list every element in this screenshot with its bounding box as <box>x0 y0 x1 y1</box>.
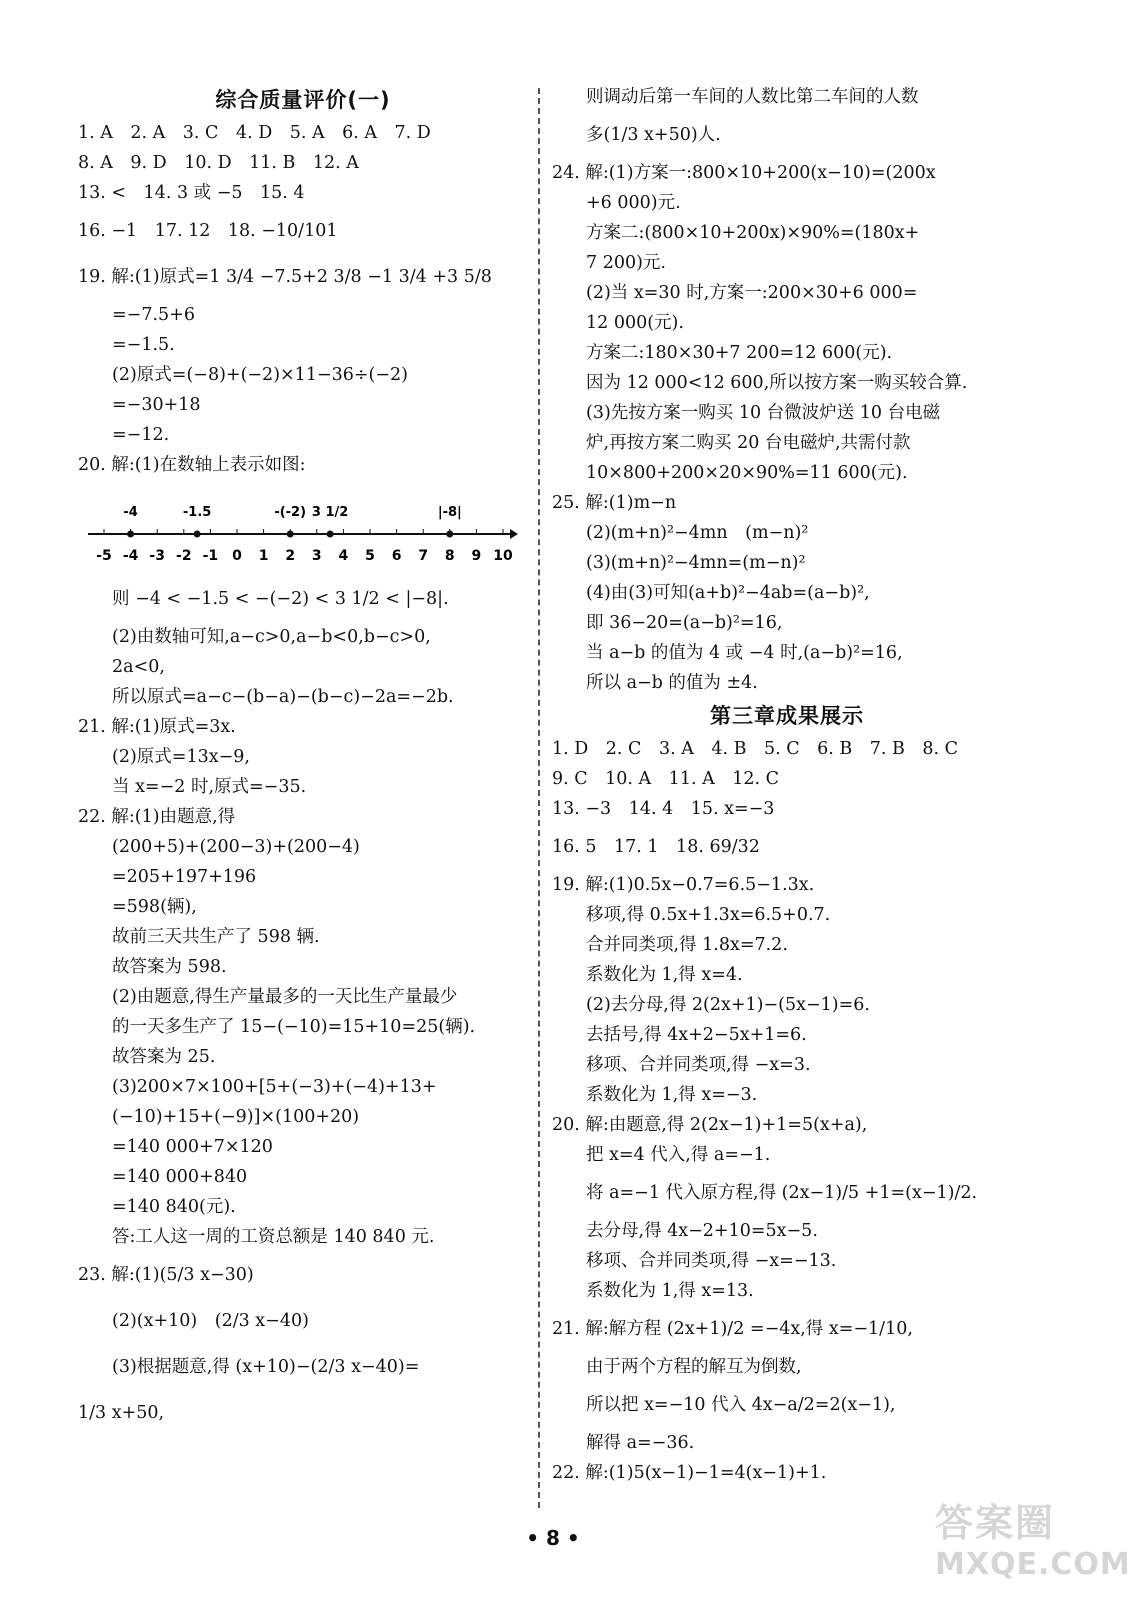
tick-label: 8 <box>444 548 455 564</box>
answer-line: 系数化为 1,得 x=−3. <box>586 1085 758 1105</box>
answer-line: =140 000+7×120 <box>112 1137 273 1157</box>
answer-line: (2)(x+10) (2/3 x−40) <box>112 1311 309 1331</box>
point-label: -1.5 <box>182 505 212 520</box>
section-title-chapter-3: 第三章成果展示 <box>710 704 864 728</box>
tick-label: 3 <box>311 548 322 564</box>
answer-line: =−1.5. <box>112 335 175 355</box>
answer-line: 16. −1 17. 12 18. −10/101 <box>78 221 338 241</box>
number-line-point <box>327 531 334 538</box>
point-label: |-8| <box>437 505 462 520</box>
answer-line: 方案二:(800×10+200x)×90%=(180x+ <box>586 223 920 243</box>
answer-line: 8. A 9. D 10. D 11. B 12. A <box>78 153 359 173</box>
answer-line: (2)(m+n)²−4mn (m−n)² <box>586 523 809 543</box>
number-line-point <box>127 531 134 538</box>
answer-line: (4)由(3)可知(a+b)²−4ab=(a−b)², <box>586 583 870 603</box>
watermark-top: 答案圈 <box>935 1501 1056 1545</box>
answer-line: 9. C 10. A 11. A 12. C <box>552 769 779 789</box>
answer-line: 1. A 2. A 3. C 4. D 5. A 6. A 7. D <box>78 123 431 143</box>
answer-line: (2)当 x=30 时,方案一:200×30+6 000= <box>586 283 918 303</box>
answer-line: 12 000(元). <box>586 313 684 333</box>
answer-line: =140 000+840 <box>112 1167 248 1187</box>
answer-line: 移项、合并同类项,得 −x=−13. <box>586 1251 837 1271</box>
answer-line: 合并同类项,得 1.8x=7.2. <box>586 935 788 955</box>
answer-line: 2a<0, <box>112 657 165 677</box>
tick-label: 0 <box>232 548 242 564</box>
answer-line: 移项、合并同类项,得 −x=3. <box>586 1055 811 1075</box>
answer-line: =−7.5+6 <box>112 305 195 325</box>
answer-line: 当 a−b 的值为 4 或 −4 时,(a−b)²=16, <box>586 643 903 663</box>
tick-label: 6 <box>391 548 402 564</box>
point-label: -4 <box>123 505 138 520</box>
answer-line: (2)原式=(−8)+(−2)×11−36÷(−2) <box>112 365 408 385</box>
answer-line: 所以 a−b 的值为 ±4. <box>586 673 758 693</box>
answer-line: 23. 解:(1)(5/3 x−30) <box>78 1265 254 1285</box>
tick-label: 9 <box>471 548 482 564</box>
page-number: • 8 • <box>526 1526 580 1550</box>
answer-line: 移项,得 0.5x+1.3x=6.5+0.7. <box>586 905 831 925</box>
answer-line: (2)由数轴可知,a−c>0,a−b<0,b−c>0, <box>112 627 431 647</box>
section-title-eval-1: 综合质量评价(一) <box>215 88 391 112</box>
left-lines-1 <box>78 118 528 480</box>
point-label: -(-2) <box>274 505 307 520</box>
answer-line: 则调动后第一车间的人数比第二车间的人数 <box>586 87 919 107</box>
answer-line: 20. 解:(1)在数轴上表示如图: <box>78 455 306 475</box>
axis-arrow <box>510 529 518 539</box>
answer-line: 13. −3 14. 4 15. x=−3 <box>552 799 775 819</box>
answer-line: 所以把 x=−10 代入 4x−a/2=2(x−1), <box>586 1395 896 1415</box>
answer-line: 去括号,得 4x+2−5x+1=6. <box>586 1025 807 1045</box>
right-lines-2 <box>552 734 1022 1488</box>
tick-label: 5 <box>365 548 375 564</box>
answer-line: 解得 a=−36. <box>586 1433 695 1453</box>
tick-label: 4 <box>338 548 349 564</box>
answer-line: =−30+18 <box>112 395 201 415</box>
answer-line: (3)(m+n)²−4mn=(m−n)² <box>586 553 806 573</box>
tick-label: 10 <box>493 548 513 564</box>
answer-line: 将 a=−1 代入原方程,得 (2x−1)/5 +1=(x−1)/2. <box>586 1183 978 1203</box>
answer-line: 25. 解:(1)m−n <box>552 493 677 513</box>
answer-line: 故答案为 598. <box>112 957 227 977</box>
answer-line: =140 840(元). <box>112 1197 236 1217</box>
answer-line: 故前三天共生产了 598 辆. <box>112 927 320 947</box>
answer-line: 10×800+200×20×90%=11 600(元). <box>586 463 908 483</box>
answer-line: 1. D 2. C 3. A 4. B 5. C 6. B 7. B 8. C <box>552 739 958 759</box>
answer-line: 系数化为 1,得 x=13. <box>586 1281 754 1301</box>
tick-label: 7 <box>418 548 429 564</box>
answer-line: 22. 解:(1)5(x−1)−1=4(x−1)+1. <box>552 1463 827 1483</box>
number-line-point <box>446 531 453 538</box>
answer-line: 则 −4 < −1.5 < −(−2) < 3 1/2 < |−8|. <box>112 589 449 609</box>
column-divider <box>538 88 540 1508</box>
answer-line: (2)原式=13x−9, <box>112 747 250 767</box>
right-column <box>552 82 1022 1488</box>
answer-line: 方案二:180×30+7 200=12 600(元). <box>586 343 893 363</box>
answer-line: 系数化为 1,得 x=4. <box>586 965 743 985</box>
answer-line: 1/3 x+50, <box>78 1403 165 1423</box>
answer-line: 把 x=4 代入,得 a=−1. <box>586 1145 771 1165</box>
tick-label: -3 <box>149 548 165 564</box>
answer-line: =598(辆), <box>112 897 197 917</box>
tick-label: -2 <box>176 548 192 564</box>
answer-line: 因为 12 000<12 600,所以按方案一购买较合算. <box>586 373 968 393</box>
answer-line: 21. 解:解方程 (2x+1)/2 =−4x,得 x=−1/10, <box>552 1319 913 1339</box>
tick-label: -4 <box>122 548 139 564</box>
answer-line: 16. 5 17. 1 18. 69/32 <box>552 837 760 857</box>
answer-line: 13. < 14. 3 或 −5 15. 4 <box>78 183 305 203</box>
tick-label: 1 <box>258 548 269 564</box>
answer-line: 22. 解:(1)由题意,得 <box>78 807 236 827</box>
answer-line: 故答案为 25. <box>112 1047 216 1067</box>
answer-line: 即 36−20=(a−b)²=16, <box>586 613 783 633</box>
answer-line: 20. 解:由题意,得 2(2x−1)+1=5(x+a), <box>552 1115 868 1135</box>
watermark-bottom: MXQE.COM <box>935 1547 1131 1582</box>
answer-line: 多(1/3 x+50)人. <box>586 125 721 145</box>
tick-label: -5 <box>96 548 112 564</box>
answer-line: 的一天多生产了 15−(−10)=15+10=25(辆). <box>112 1017 476 1037</box>
number-line-svg <box>78 480 518 572</box>
watermark-logo <box>935 1492 1131 1592</box>
answer-line: 由于两个方程的解互为倒数, <box>586 1357 802 1377</box>
answer-line: 21. 解:(1)原式=3x. <box>78 717 236 737</box>
answer-line: 当 x=−2 时,原式=−35. <box>112 777 307 797</box>
answer-line: 答:工人这一周的工资总额是 140 840 元. <box>112 1227 435 1247</box>
answer-line: 24. 解:(1)方案一:800×10+200(x−10)=(200x <box>552 163 936 183</box>
answer-line: 19. 解:(1)原式=1 3/4 −7.5+2 3/8 −1 3/4 +3 5/8 <box>78 267 492 287</box>
answer-line: (2)去分母,得 2(2x+1)−(5x−1)=6. <box>586 995 870 1015</box>
right-lines-1 <box>552 82 1022 698</box>
answer-line: 所以原式=a−c−(b−a)−(b−c)−2a=−2b. <box>112 687 454 707</box>
answer-line: 19. 解:(1)0.5x−0.7=6.5−1.3x. <box>552 875 815 895</box>
answer-line: (200+5)+(200−3)+(200−4) <box>112 837 360 857</box>
answer-line: (3)200×7×100+[5+(−3)+(−4)+13+ <box>112 1077 437 1097</box>
left-column <box>78 82 528 1436</box>
point-label: 3 1/2 <box>311 505 349 520</box>
answer-line: (2)由题意,得生产量最多的一天比生产量最少 <box>112 987 458 1007</box>
number-line-point <box>194 531 201 538</box>
number-line-figure <box>78 480 528 572</box>
number-line-point <box>287 531 294 538</box>
answer-line: +6 000)元. <box>586 193 681 213</box>
left-lines-2 <box>78 576 528 1436</box>
answer-line: (3)先按方案一购买 10 台微波炉送 10 台电磁 <box>586 403 941 423</box>
tick-label: 2 <box>285 548 296 564</box>
answer-line: 7 200)元. <box>586 253 666 273</box>
answer-line: =−12. <box>112 425 170 445</box>
answer-line: (−10)+15+(−9)]×(100+20) <box>112 1107 360 1127</box>
answer-line: (3)根据题意,得 (x+10)−(2/3 x−40)= <box>112 1357 420 1377</box>
answer-line: 去分母,得 4x−2+10=5x−5. <box>586 1221 818 1241</box>
tick-label: -1 <box>202 548 219 564</box>
answer-line: =205+197+196 <box>112 867 257 887</box>
answer-line: 炉,再按方案二购买 20 台电磁炉,共需付款 <box>586 433 911 453</box>
